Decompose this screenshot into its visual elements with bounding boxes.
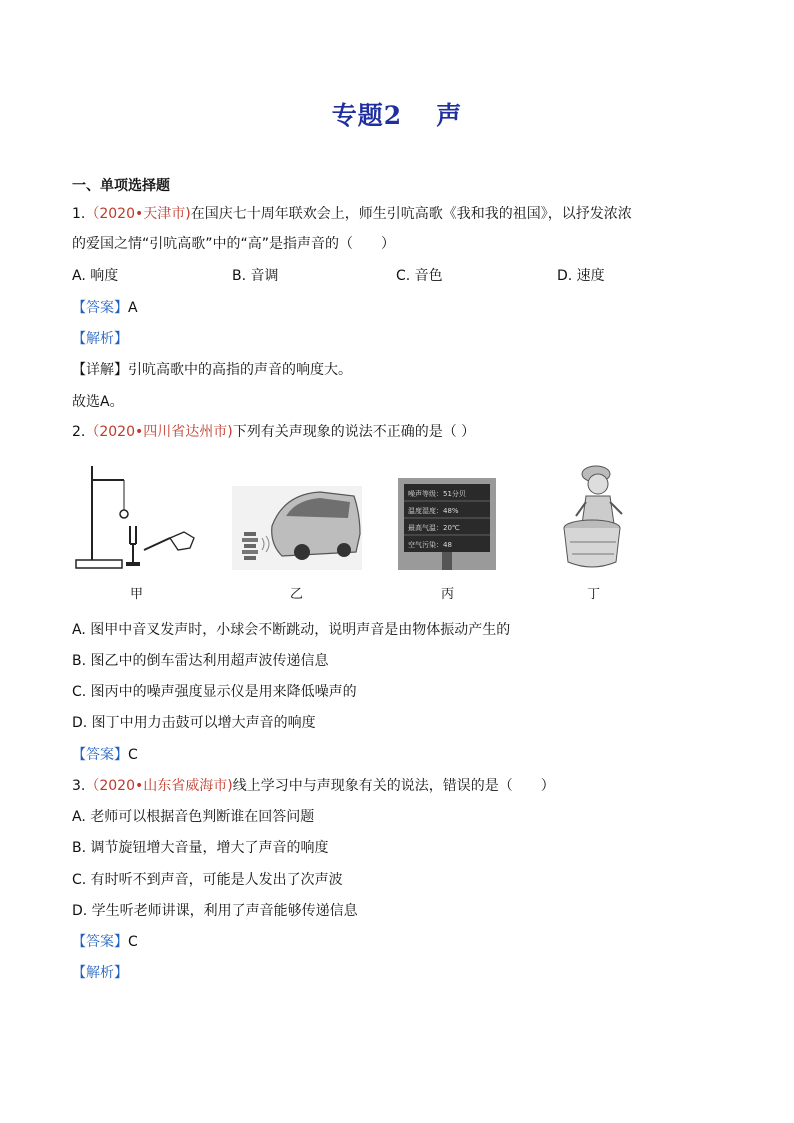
display-line-3: 最高气温：20℃: [408, 524, 460, 532]
q1-analysis-tag: 【解析】: [72, 331, 128, 347]
q1-answer: 【答案】A: [72, 300, 138, 316]
q2-option-c: C. 图丙中的噪声强度显示仪是用来降低噪声的: [72, 684, 357, 700]
display-line-1: 噪声等级：51分贝: [408, 490, 466, 498]
figure-tuning-fork: [72, 462, 202, 574]
figure-drum: [560, 462, 630, 572]
caption-ding: 丁: [587, 587, 601, 602]
q1-detail: 【详解】引吭高歌中的高指的声音的响度大。: [72, 362, 352, 378]
q2-option-a: A. 图甲中音叉发声时，小球会不断跳动，说明声音是由物体振动产生的: [72, 622, 511, 638]
section-heading: 一、单项选择题: [72, 178, 170, 194]
caption-jia: 甲: [130, 587, 144, 602]
display-line-2: 温度湿度：48%: [408, 507, 459, 515]
q1-option-b: B. 音调: [232, 268, 279, 284]
q3-analysis-tag: 【解析】: [72, 965, 128, 981]
q3-option-d: D. 学生听老师讲课，利用了声音能够传递信息: [72, 903, 358, 919]
q1-conclusion: 故选A。: [72, 394, 124, 410]
figure-noise-display: [398, 478, 496, 570]
page-title: 专题2 声: [331, 101, 463, 130]
q1-option-c: C. 音色: [396, 268, 443, 284]
q2-source: （2020•四川省达州市): [85, 424, 233, 440]
figure-car-radar: [232, 486, 362, 570]
display-line-4: 空气污染：48: [408, 541, 452, 549]
q2-answer: 【答案】C: [72, 747, 138, 763]
q3-option-c: C. 有时听不到声音，可能是人发出了次声波: [72, 872, 343, 888]
q1-option-a: A. 响度: [72, 268, 119, 284]
caption-yi: 乙: [290, 587, 304, 602]
q2-option-b: B. 图乙中的倒车雷达利用超声波传递信息: [72, 653, 329, 669]
q1-stem-line1: 1.（2020•天津市)在国庆七十周年联欢会上，师生引吭高歌《我和我的祖国》，以抒发浓浓: [72, 206, 632, 222]
q1-option-d: D. 速度: [557, 268, 605, 284]
q1-stem-line2: 的爱国之情“引吭高歌”中的“高”是指声音的（ ）: [72, 236, 396, 252]
caption-bing: 丙: [441, 587, 455, 602]
q1-source: （2020•天津市): [85, 206, 191, 222]
q3-option-a: A. 老师可以根据音色判断谁在回答问题: [72, 809, 315, 825]
q2-option-d: D. 图丁中用力击鼓可以增大声音的响度: [72, 715, 316, 731]
q3-answer: 【答案】C: [72, 934, 138, 950]
q2-stem: 2.（2020•四川省达州市)下列有关声现象的说法不正确的是（ ）: [72, 424, 476, 440]
q3-option-b: B. 调节旋钮增大音量，增大了声音的响度: [72, 840, 329, 856]
q3-stem: 3.（2020•山东省威海市)线上学习中与声现象有关的说法，错误的是（ ）: [72, 778, 555, 794]
q3-source: （2020•山东省威海市): [85, 778, 233, 794]
